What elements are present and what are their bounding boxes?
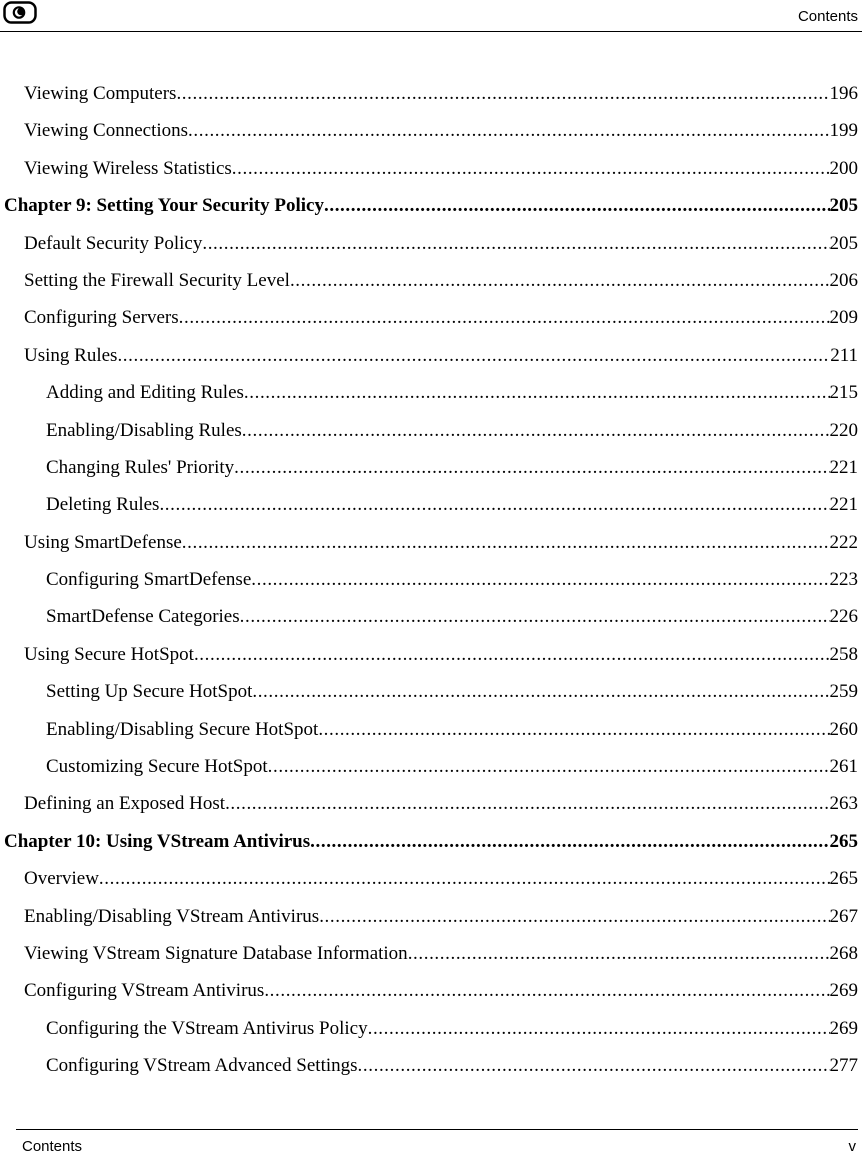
- toc-entry[interactable]: [0, 154, 862, 191]
- toc-entry-page: 265: [829, 830, 858, 852]
- toc-entry-page: 269: [829, 980, 858, 1002]
- toc-entry-page: 196: [829, 83, 858, 104]
- toc-leader-dots: [252, 681, 829, 703]
- page-header: [0, 0, 862, 32]
- toc-entry[interactable]: [0, 453, 862, 490]
- toc-leader-dots: [408, 943, 830, 965]
- toc-entry-title: Setting the Firewall Security Level: [24, 269, 290, 291]
- toc-entry-page: 221: [829, 456, 858, 478]
- toc-leader-dots: [182, 532, 830, 554]
- toc-chapter-entry[interactable]: [0, 191, 862, 228]
- toc-leader-dots: [268, 756, 830, 778]
- toc-entry-title: Changing Rules' Priority: [46, 456, 235, 478]
- toc-leader-dots: [159, 494, 829, 516]
- toc-chapter-entry[interactable]: [0, 827, 862, 864]
- toc-entry[interactable]: [0, 528, 862, 565]
- toc-entry-title: Customizing Secure HotSpot: [46, 756, 268, 778]
- toc-entry-page: 220: [829, 419, 858, 441]
- toc-entry-page: 265: [829, 868, 858, 890]
- toc-entry[interactable]: [0, 79, 862, 116]
- toc-entry-title: Viewing VStream Signature Database Information: [24, 942, 408, 964]
- toc-leader-dots: [202, 233, 829, 255]
- toc-entry-page: 199: [829, 120, 858, 142]
- toc-leader-dots: [251, 569, 829, 591]
- header-title: Contents: [797, 8, 858, 25]
- toc-entry[interactable]: [0, 939, 862, 976]
- toc-leader-dots: [318, 719, 829, 741]
- toc-entry-title: Deleting Rules: [46, 494, 160, 516]
- toc-entry-page: 205: [829, 195, 858, 217]
- toc-leader-dots: [176, 83, 829, 105]
- toc-entry-page: 263: [829, 793, 858, 815]
- toc-leader-dots: [99, 868, 830, 890]
- toc-entry-title: Configuring VStream Antivirus: [24, 980, 265, 1002]
- toc-entry-page: 277: [829, 1055, 858, 1077]
- toc-entry-page: 206: [829, 269, 858, 291]
- toc-entry[interactable]: [0, 640, 862, 677]
- toc-entry[interactable]: [0, 976, 862, 1013]
- toc-entry[interactable]: [0, 378, 862, 415]
- toc-entry-title: Viewing Wireless Statistics: [24, 157, 232, 179]
- brand-logo-icon: [3, 1, 37, 24]
- toc-leader-dots: [232, 158, 830, 180]
- toc-entry-title: Configuring VStream Advanced Settings: [46, 1055, 358, 1077]
- toc-leader-dots: [244, 382, 830, 404]
- toc-entry-page: 221: [829, 494, 858, 516]
- toc-entry-page: 268: [829, 942, 858, 964]
- toc-entry-title: Configuring SmartDefense: [46, 569, 252, 591]
- toc-entry-title: Using SmartDefense: [24, 531, 182, 553]
- footer-page-number: v: [848, 1138, 856, 1155]
- toc-entry-page: 261: [829, 756, 858, 778]
- toc-entry[interactable]: [0, 416, 862, 453]
- toc-entry[interactable]: [0, 752, 862, 789]
- toc-leader-dots: [194, 644, 830, 666]
- toc-leader-dots: [319, 906, 829, 928]
- table-of-contents: [0, 79, 862, 1089]
- footer-section-label: Contents: [22, 1138, 83, 1155]
- toc-entry[interactable]: [0, 602, 862, 639]
- toc-entry[interactable]: [0, 715, 862, 752]
- toc-entry-page: 226: [829, 606, 858, 628]
- toc-entry-title: Viewing Computers: [24, 83, 177, 104]
- toc-entry-page: 205: [829, 232, 858, 254]
- toc-leader-dots: [290, 270, 830, 292]
- toc-entry-title: Configuring the VStream Antivirus Policy: [46, 1017, 368, 1039]
- toc-entry[interactable]: [0, 1051, 862, 1088]
- toc-entry-title: Enabling/Disabling Secure HotSpot: [46, 718, 319, 740]
- toc-entry-title: Configuring Servers: [24, 307, 179, 329]
- toc-entry[interactable]: [0, 677, 862, 714]
- toc-entry[interactable]: [0, 902, 862, 939]
- toc-entry-page: 200: [829, 157, 858, 179]
- toc-entry-page: 267: [829, 905, 858, 927]
- toc-leader-dots: [368, 1018, 830, 1040]
- toc-leader-dots: [240, 606, 830, 628]
- toc-entry-title: Viewing Connections: [24, 120, 189, 142]
- toc-entry[interactable]: [0, 864, 862, 901]
- toc-leader-dots: [225, 793, 829, 815]
- toc-leader-dots: [117, 345, 830, 367]
- toc-entry-title: Default Security Policy: [24, 232, 203, 254]
- toc-entry-title: Adding and Editing Rules: [46, 382, 244, 404]
- toc-entry[interactable]: [0, 266, 862, 303]
- toc-entry-page: 222: [829, 531, 858, 553]
- toc-leader-dots: [188, 120, 829, 142]
- toc-entry-title: Setting Up Secure HotSpot: [46, 681, 253, 703]
- toc-entry-page: 260: [829, 718, 858, 740]
- toc-entry[interactable]: [0, 789, 862, 826]
- toc-leader-dots: [310, 831, 829, 853]
- toc-entry-page: 215: [829, 382, 858, 404]
- toc-entry-title: Defining an Exposed Host: [24, 793, 226, 815]
- toc-leader-dots: [358, 1055, 830, 1077]
- toc-entry[interactable]: [0, 116, 862, 153]
- toc-entry[interactable]: [0, 303, 862, 340]
- toc-entry-page: 211: [830, 344, 858, 366]
- toc-leader-dots: [242, 420, 830, 442]
- toc-entry-title: Chapter 9: Setting Your Security Policy: [4, 195, 324, 217]
- page-footer: [16, 1129, 858, 1155]
- toc-leader-dots: [324, 195, 830, 217]
- toc-entry-title: Enabling/Disabling VStream Antivirus: [24, 905, 320, 927]
- toc-entry-title: SmartDefense Categories: [46, 606, 240, 628]
- toc-entry[interactable]: [0, 341, 862, 378]
- toc-leader-dots: [234, 457, 829, 479]
- toc-entry[interactable]: [0, 1014, 862, 1051]
- toc-entry-page: 223: [829, 569, 858, 591]
- toc-leader-dots: [179, 307, 830, 329]
- toc-entry-page: 209: [829, 307, 858, 329]
- toc-entry-title: Overview: [24, 868, 99, 890]
- toc-entry-page: 259: [829, 681, 858, 703]
- toc-entry-title: Using Secure HotSpot: [24, 643, 194, 665]
- toc-leader-dots: [264, 980, 829, 1002]
- toc-entry[interactable]: [0, 565, 862, 602]
- toc-entry-page: 269: [829, 1017, 858, 1039]
- toc-entry-page: 258: [829, 643, 858, 665]
- toc-entry[interactable]: [0, 229, 862, 266]
- toc-entry[interactable]: [0, 490, 862, 527]
- toc-entry-title: Chapter 10: Using VStream Antivirus: [4, 830, 311, 852]
- toc-entry-title: Using Rules: [24, 344, 118, 366]
- toc-entry-title: Enabling/Disabling Rules: [46, 419, 242, 441]
